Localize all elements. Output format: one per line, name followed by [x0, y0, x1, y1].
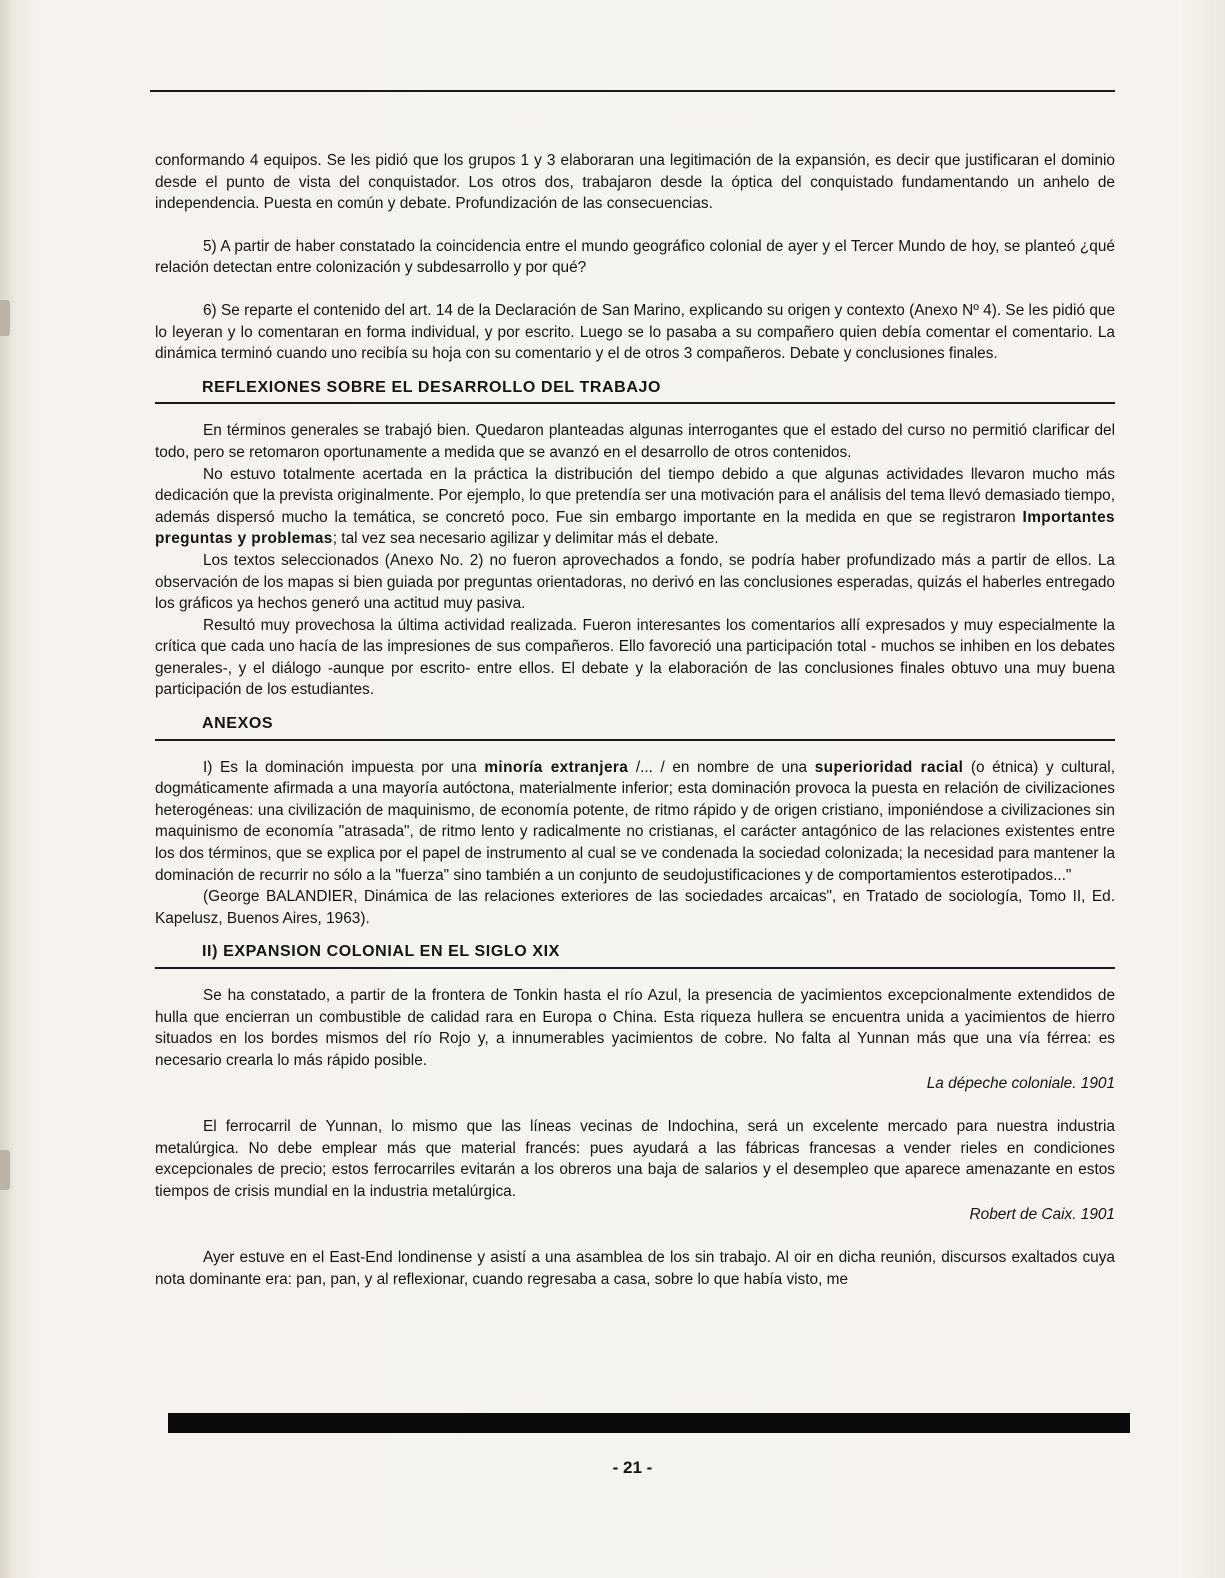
top-rule	[150, 90, 1115, 92]
body-paragraph: conformando 4 equipos. Se les pidió que los grupos 1 y 3 elaboraran una legitimación de la expansión, es decir que justificaran el dominio desde el punto de vista del conquistador. Los otros dos, trabajaron desde la óptica del conquistado fundamentando un anhelo de independencia. Puesta en común y debate. Profundización de las consecuencias.	[155, 152, 1115, 213]
footer-bar	[168, 1413, 1130, 1433]
body-paragraph: Resultó muy provechosa la última actividad realizada. Fueron interesantes los comentarios allí expresados y muy especialmente la crítica que cada uno hacía de las impresiones de sus compañeros. Ello favoreció una participación total - muchos se inhiben en los debates generales-, y el diálogo -aunque por escrito- entre ellos. El debate y la elaboración de las conclusiones finales obtuvo una muy buena participación de los estudiantes.	[155, 616, 1115, 699]
body-paragraph: 6) Se reparte el contenido del art. 14 de la Declaración de San Marino, explicando su origen y contexto (Anexo Nº 4). Se les pidió que lo leyeran y lo comentaran en forma individual, y por escrito. Luego se lo pasaba a su compañero quien debía comentar el comentario. La dinámica terminó cuando uno recibía su hoja con su comentario y el de otros 3 compañeros. Debate y conclusiones finales.	[155, 301, 1115, 363]
emphasis-text: Importantes preguntas y problemas	[155, 508, 1115, 548]
body-paragraph: Los textos seleccionados (Anexo No. 2) no fueron aprovechados a fondo, se podría haber profundizado más a partir de ellos. La observación de los mapas si bien guiada por preguntas orientadoras, no derivó en las conclusiones esperadas, quizás el haberles entregado los gráficos ya hechos generó una actitud muy pasiva.	[155, 551, 1115, 613]
section-heading: ANEXOS	[155, 713, 1115, 741]
quote-paragraph: I) Es la dominación impuesta por una minoría extranjera /... / en nombre de una superioridad racial (o étnica) y cultural, dogmáticamente afirmada a una mayoría autóctona, materialmente inferior; esta dominación provoca la puesta en relación de civilizaciones heterogéneas: una civilización de maquinismo, de economía potente, de ritmo rápido y de origen cristiano, imponiéndose a civilizaciones sin maquinismo de economía "atrasada", de ritmo lento y radicalmente no cristianas, el carácter antagónico de las relaciones existentes entre los dos términos, que se explica por el papel de instrumento al cual se ve condenada la sociedad colonizada; la necesidad para mantener la dominación de recurrir no sólo a la "fuerza" sino también a un conjunto de seudojustificaciones y de comportamientos esterotipados..."	[155, 758, 1115, 884]
attribution: La dépeche coloniale. 1901	[926, 1075, 1115, 1093]
body-paragraph: 5) A partir de haber constatado la coincidencia entre el mundo geográfico colonial de ayer y el Tercer Mundo de hoy, se planteó ¿qué relación detectan entre colonización y subdesarrollo y por qué?	[155, 237, 1115, 277]
emphasis-text: minoría extranjera	[484, 758, 629, 776]
quote-source: (George BALANDIER, Dinámica de las relaciones exteriores de las sociedades arcaicas", en Tratado de sociología, Tomo II, Ed. Kapelusz, Buenos Aires, 1963).	[155, 888, 1115, 927]
page-number: - 21 -	[612, 1458, 653, 1477]
body-paragraph: Se ha constatado, a partir de la frontera de Tonkin hasta el río Azul, la presencia de yacimientos excepcionalmente extendidos de hulla que encierran un combustible de calidad rara en Europa o China. Esta riqueza hullera se encuentra unida a yacimientos de hierro situados en los bordes mismos del río Rojo y, a innumerables yacimientos de cobre. No falta al Yunnan más que una vía férrea: es necesario crearla lo más rápido posible.	[155, 987, 1115, 1069]
binding-hole-mark	[0, 300, 10, 336]
section-heading: II) EXPANSION COLONIAL EN EL SIGLO XIX	[155, 941, 1115, 969]
body-paragraph: Ayer estuve en el East-End londinense y asistí a una asamblea de los sin trabajo. Al oir en dicha reunión, discursos exaltados cuya nota dominante era: pan, pan, y al reflexionar, cuando regresaba a casa, sobre lo que había visto, me	[155, 1248, 1115, 1288]
emphasis-text: superioridad racial	[814, 758, 964, 776]
body-paragraph: En términos generales se trabajó bien. Quedaron planteadas algunas interrogantes que el estado del curso no permitió clarificar del todo, pero se retomaron oportunamente a medida que se avanzó en el desarrollo de otros contenidos.	[155, 422, 1115, 461]
body-paragraph: No estuvo totalmente acertada en la práctica la distribución del tiempo debido a que algunas actividades llevaron mucho más dedicación que la prevista originalmente. Por ejemplo, lo que pretendía ser una motivación para el análisis del tema llevó demasiado tiempo, además dispersó mucho la temática, se concretó poco. Fue sin embargo importante en la medida en que se registraron Importantes preguntas y problemas; tal vez sea necesario agilizar y delimitar más el debate.	[155, 465, 1115, 548]
section-heading: REFLEXIONES SOBRE EL DESARROLLO DEL TRABAJO	[155, 377, 1115, 405]
page-content	[155, 150, 1115, 1290]
body-paragraph: El ferrocarril de Yunnan, lo mismo que las líneas vecinas de Indochina, será un excelente mercado para nuestra industria metalúrgica. No debe emplear más que material francés: pues ayudará a las fábricas francesas a vender rieles en condiciones excepcionales de precio; estos ferrocarriles evitarán a los obreros una baja de salarios y el desempleo que aparece amenazante en estos tiempos de crisis mundial en la industria metalúrgica.	[155, 1117, 1115, 1200]
attribution: Robert de Caix. 1901	[969, 1206, 1115, 1224]
binding-hole-mark	[0, 1150, 10, 1190]
